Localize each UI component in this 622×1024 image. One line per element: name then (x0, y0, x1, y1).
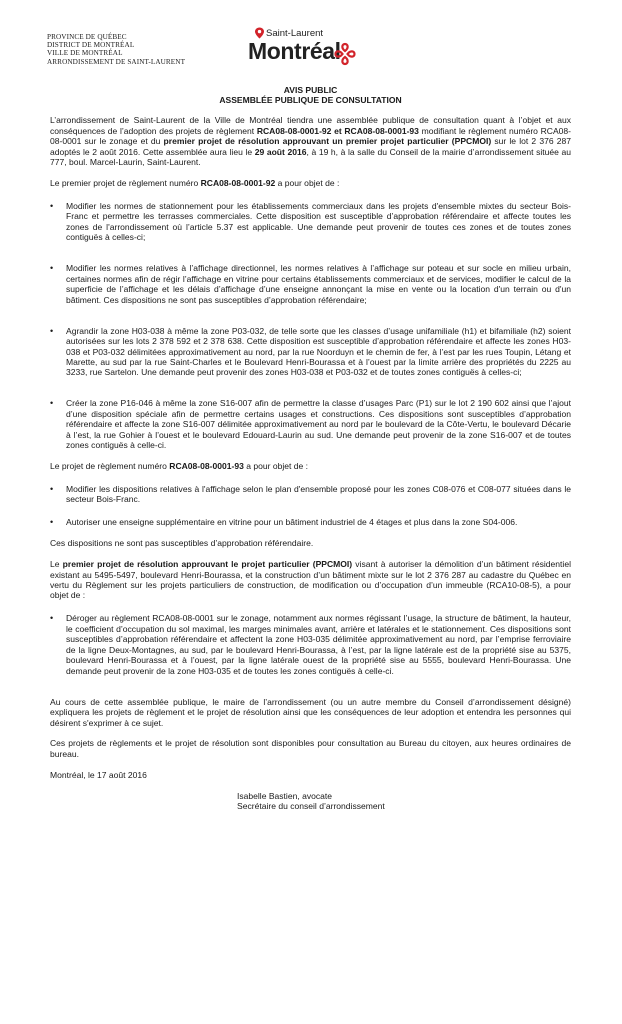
list-item-text: Créer la zone P16-046 à même la zone S16-007 afin de permettre la classe d’usages Parc (P1) sur le lot 2 190 602 ainsi que l’ajout d’une disposition spéciale afin de permettre certains usages et constructions. Ces dispositions sont susceptibles d’approbation référendaire et affecte la zone S16-007 délimitée approximativement au nord par le boulevard de la Côte-Vertu, le boulevard Décarie à l’est, la rue Gohier à l’ouest et le boulevard Edouard-Laurin au sud. Une demande peut provenir de la zone S16-007 et de toutes zones contiguës à celle-ci. (66, 398, 571, 451)
section2-text-2: a pour objet de : (243, 461, 309, 472)
section1-list (50, 201, 571, 451)
section3-text-2: visant à autoriser la démolition d’un bâtiment résidentiel existant au 5495-5497, boulevard Henri-Bourassa, et la construction d’un bâtiment mixte sur le lot 2 376 287 au cadastre du Québec en vertu du Règlement sur les projets particuliers de construction, de modification ou d’occupation d’un immeuble (RCA10-08-5), a pour objet de : (50, 559, 571, 601)
section2-note: Ces dispositions ne sont pas susceptibles d’approbation référendaire. (50, 538, 314, 549)
signature-name: Isabelle Bastien, avocate (237, 790, 333, 801)
rosette-icon (334, 42, 356, 66)
list-item (50, 201, 571, 243)
section2-heading (50, 461, 571, 471)
section2-bold-number: RCA08-08-0001-93 (169, 461, 244, 472)
list-item (50, 398, 571, 450)
list-item-text: Modifier les normes relatives à l’affichage directionnel, les normes relatives à l’affichage sur poteau et sur socle en milieu urbain, certaines normes afin de régir l’affichage en vitrine pour certains établissements commerciaux et de services, modifier le calcul de la superficie de l’affichage et les délais d’affichage d’une enseigne annonçant la mise en vente ou la location d'un terrain ou d'un bâtiment. Ces dispositions ne sont pas susceptibles d’approbation référendaire; (66, 263, 571, 305)
list-item (50, 613, 571, 676)
intro-bold-projects: RCA08-08-0001-92 et RCA08-08-0001-93 (256, 125, 419, 136)
intro-bold-resolution: premier projet de résolution approuvant un premier projet particulier (PPCMOI) (163, 136, 492, 147)
section1-text-1: Le premier projet de règlement numéro (50, 178, 201, 189)
section3-bold-resolution: premier projet de résolution approuvant le projet particulier (PPCMOI) (62, 559, 353, 570)
signature-block (237, 791, 571, 812)
closing-paragraph-2: Ces projets de règlements et le projet de résolution sont disponibles pour consultation au Bureau du citoyen, aux heures ordinaires de bureau. (50, 738, 571, 759)
list-item (50, 326, 571, 378)
section3-heading (50, 559, 571, 601)
bullet-icon: • (50, 263, 54, 274)
section3-text-1: Le (50, 559, 63, 570)
closing-paragraph-1: Au cours de cette assemblée publique, le maire de l’arrondissement (ou un autre membre du Conseil d’arrondissement désigné) expliquera les projets de règlement et le projet de résolution ainsi que les conséquences de leur adoption et entendra les personnes qui désirent s'exprimer à ce sujet. (50, 696, 571, 728)
org-line-district: DISTRICT DE MONTRÉAL (47, 41, 135, 50)
section1-bold-number: RCA08-08-0001-92 (200, 178, 276, 189)
intro-text-2: modifiant le règlement numéro RCA08-08-0001 sur le zonage et du (50, 125, 571, 147)
org-header (47, 33, 185, 66)
notice-date: Montréal, le 17 août 2016 (50, 769, 147, 780)
section2-text-1: Le projet de règlement numéro (50, 461, 170, 472)
section1-text-2: a pour objet de : (275, 178, 340, 189)
logo-city-name: Montréal (248, 38, 341, 64)
list-item-text: Autoriser une enseigne supplémentaire en vitrine pour un bâtiment industriel de 4 étages et plus dans la zone S04-006. (66, 517, 518, 528)
org-line-province: PROVINCE DE QUÉBEC (47, 33, 127, 41)
bullet-icon: • (50, 398, 54, 409)
list-item (50, 263, 571, 305)
bullet-icon: • (50, 325, 54, 336)
bullet-icon: • (50, 613, 54, 624)
intro-text-4: , à 19 h, à la salle du Conseil de la mairie d’arrondissement située au 777, boul. Marcel-Laurin, Saint-Laurent. (50, 146, 571, 168)
intro-bold-date: 29 août 2016 (254, 146, 307, 157)
intro-text-1: L’arrondissement de Saint-Laurent de la Ville de Montréal tiendra une assemblée publique de consultation quant à l’objet et aux conséquences de l’adoption des projets de règlement (50, 115, 571, 136)
notice-subtitle: ASSEMBLÉE PUBLIQUE DE CONSULTATION (219, 95, 402, 106)
intro-text-3: sur le lot 2 376 287 adoptés le 2 août 2016. Cette assemblée aura lieu le (50, 136, 571, 157)
montreal-logo (248, 26, 360, 72)
logo-borough-name: Saint-Laurent (266, 28, 324, 39)
signature-title: Secrétaire du conseil d’arrondissement (237, 800, 385, 811)
bullet-icon: • (50, 484, 54, 495)
org-line-borough: ARRONDISSEMENT DE SAINT-LAURENT (47, 57, 186, 66)
list-item-text: Modifier les dispositions relatives à l'affichage selon le plan d'ensemble proposé pour les zones C08-076 et C08-077 situées dans le secteur Bois-Franc. (66, 484, 571, 505)
list-item-text: Déroger au règlement RCA08-08-0001 sur le zonage, notamment aux normes régissant l’usage, la structure de bâtiment, la hauteur, le coefficient d’occupation du sol maximal, les marges minimales avant, arrière et latérales et le stationnement. Ces dispositions sont susceptibles d’approbation référendaire et affectent la zone H03-035 délimitée approximativement au nord, par l’emprise ferroviaire de la ligne Deux-Montagnes, au sud, par le boulevard Henri-Bourassa, à l’est, par la ligne latérale est de la propriété sise au 5375, boulevard Henri-Bourassa et à l’ouest, par la ligne latérale ouest de la propriété sise au 5555, boulevard Henri-Bourassa. Une demande peut provenir de la zone H03-035 et de toutes les zones contiguës à celle-ci. (66, 613, 571, 676)
section1-heading (50, 178, 571, 188)
list-item-text: Agrandir la zone H03-038 à même la zone P03-032, de telle sorte que les classes d’usage unifamiliale (h1) et bifamiliale (h2) soient autorisées sur les lots 2 378 592 et 2 378 638. Cette disposition est susceptible d’approbation référendaire et affecte les zones H03-038 et P03-032 délimitées approximativement au nord, par la rue Noorduyn et le chemin de fer, à l’est par les rues Toupin, Létang et Marette, au sud par la rue Saint-Charles et le Boulevard Henri-Bourassa et à l’ouest par la limite arrière des propriétés du 2225 au 3233, rue Sartelon. Une demande peut provenir des zones H03-038 et P03-032 et de toutes zones contiguës à celles-ci; (66, 325, 571, 378)
list-item (50, 484, 571, 505)
notice-title: AVIS PUBLIC (283, 85, 338, 95)
bullet-icon: • (50, 517, 54, 528)
section2-list (50, 484, 571, 528)
section3-list (50, 613, 571, 676)
org-line-city: VILLE DE MONTRÉAL (47, 49, 123, 58)
intro-paragraph (50, 115, 571, 167)
list-item (50, 517, 571, 527)
notice-body (50, 85, 571, 811)
list-item-text: Modifier les normes de stationnement pour les établissements commerciaux dans les projets d'ensemble mixtes du secteur Bois-Franc et permettre les terrasses commerciales. Cette disposition est susceptible d’approbation référendaire et affecte toutes les zones de l'arrondissement où l’article 5.37 est applicable. Une demande peut provenir de toutes ces zones et de toutes zones contiguës à celles-ci; (66, 201, 571, 243)
bullet-icon: • (50, 201, 54, 212)
